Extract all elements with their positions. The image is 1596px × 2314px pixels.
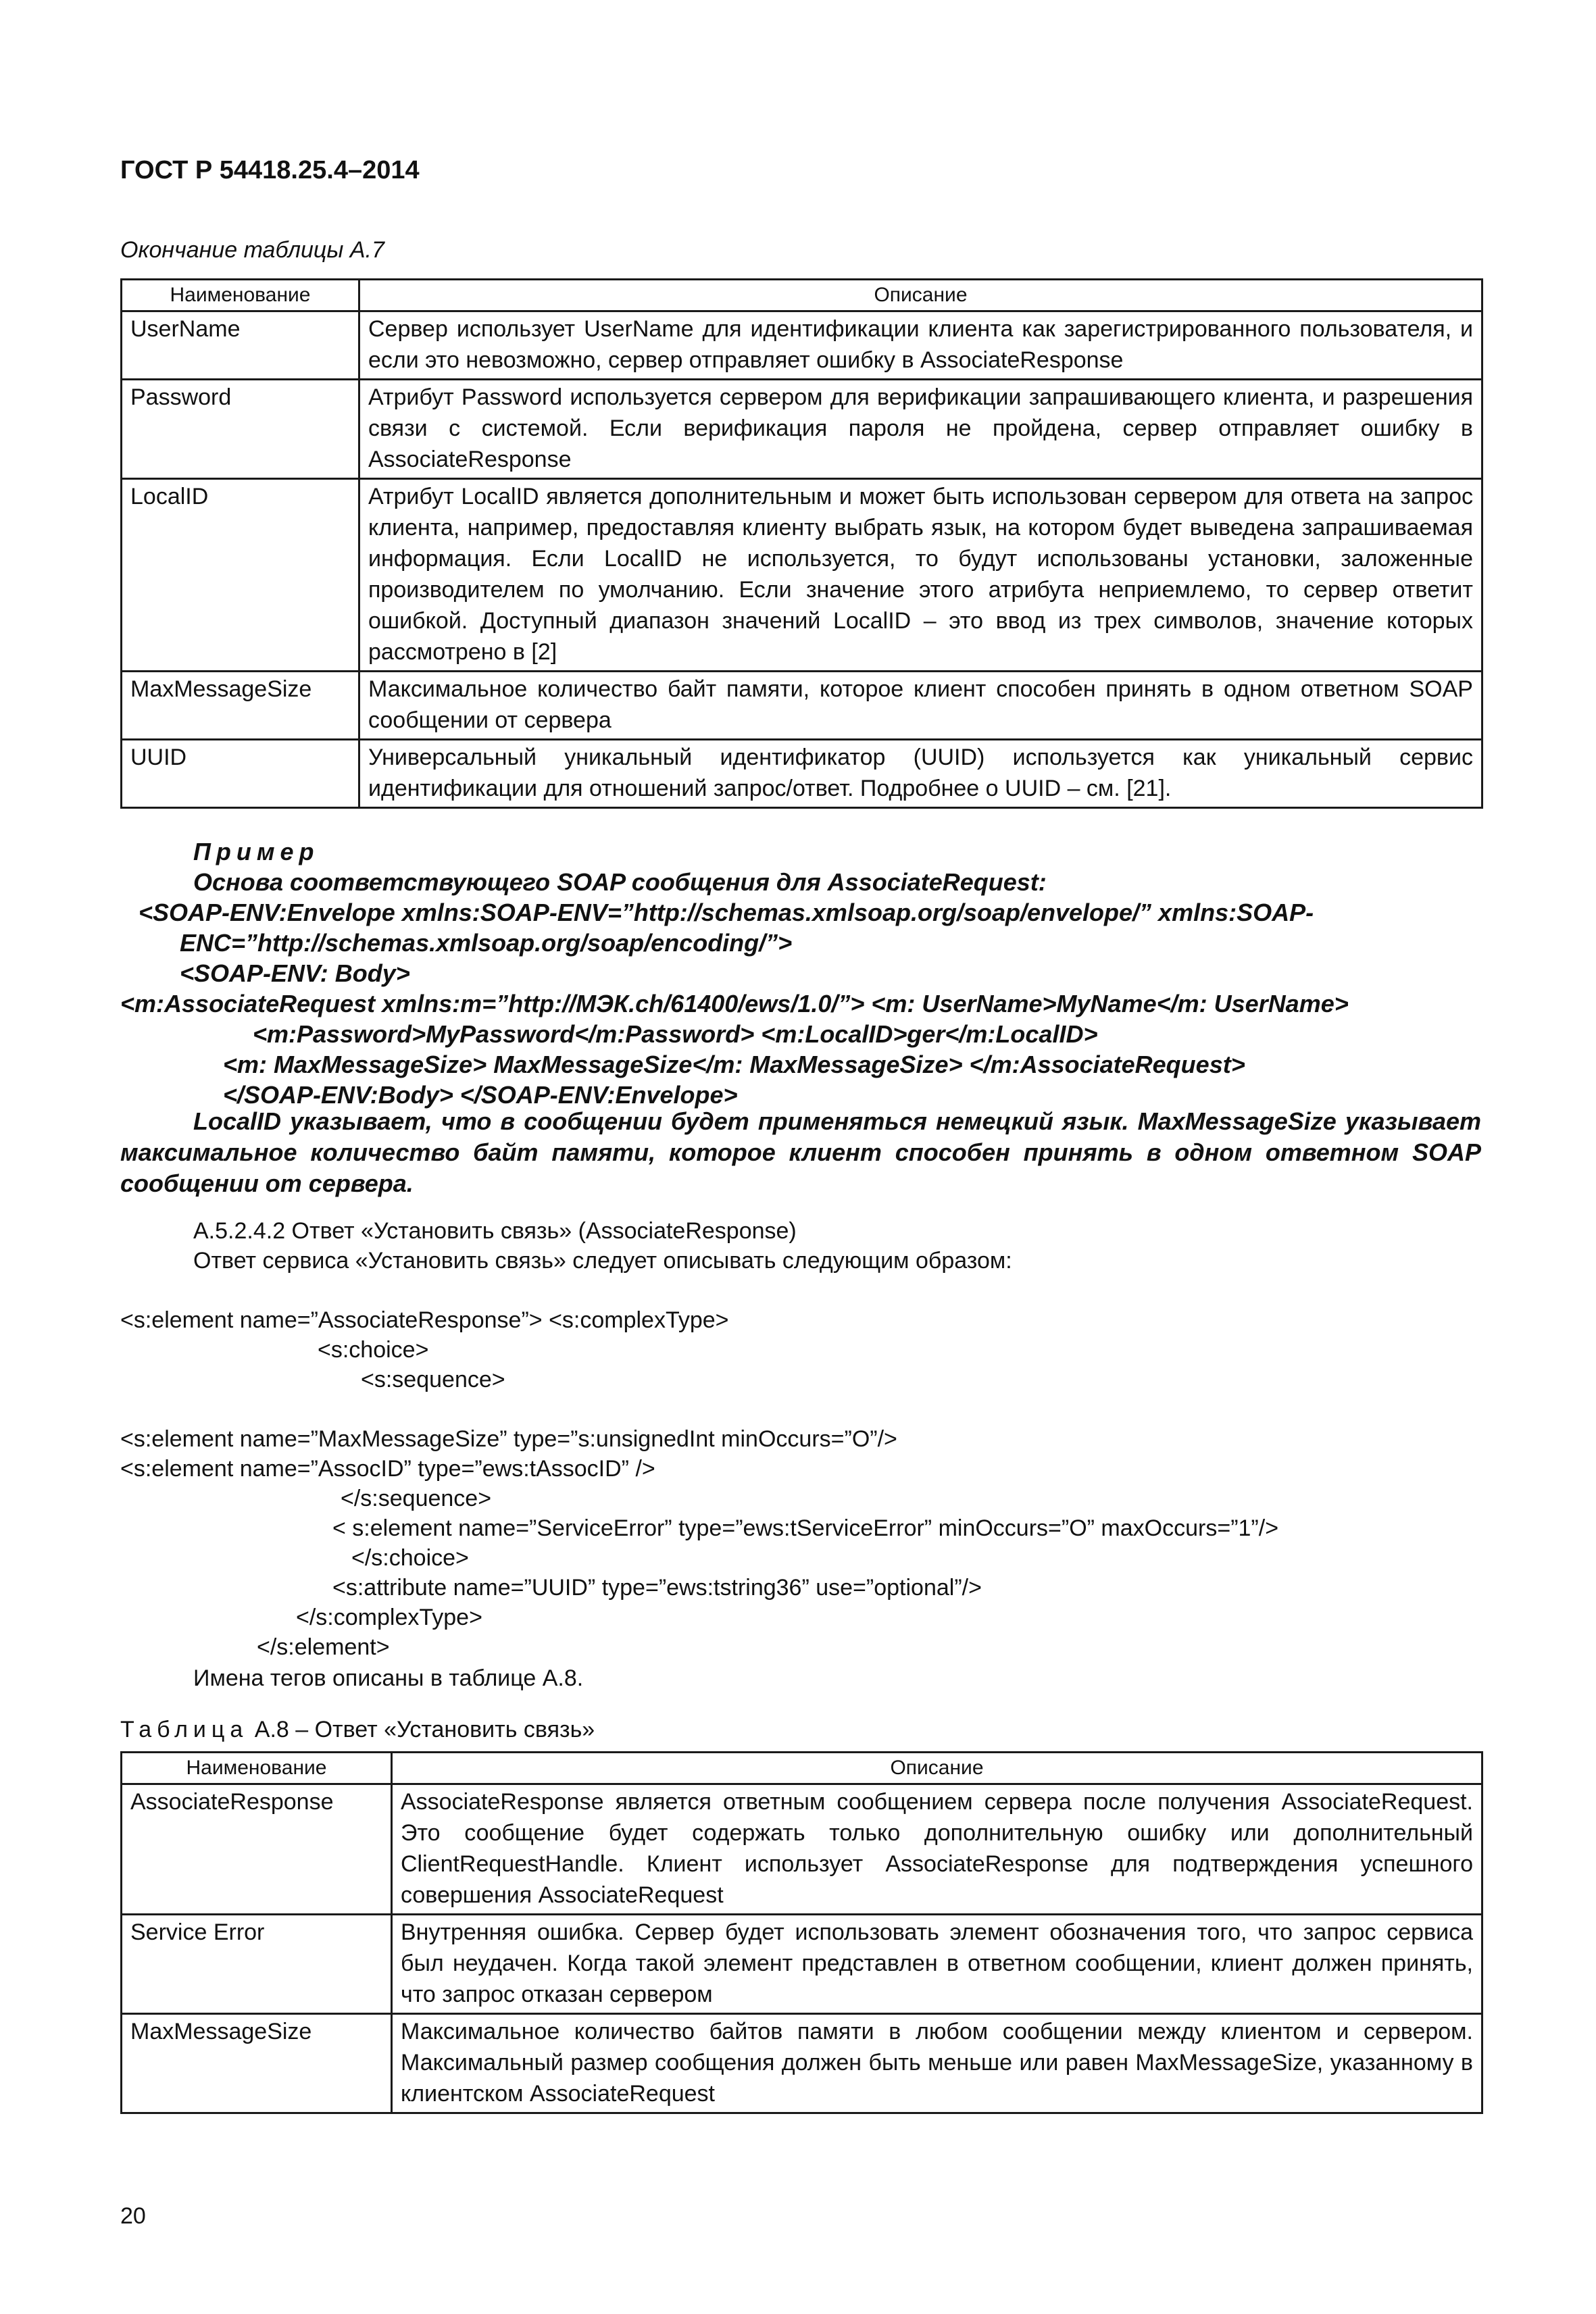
code-line: <s:element name=”AssociateResponse”> <s:complexType>: [120, 1307, 729, 1333]
table-a7: [120, 278, 1483, 809]
table-a8-caption-text: А.8 – Ответ «Установить связь»: [254, 1717, 595, 1742]
table-row: [122, 1784, 1482, 1915]
column-header-description: Описание: [392, 1753, 1482, 1784]
example-line: ENC=”http://schemas.xmlsoap.org/soap/encoding/”>: [180, 929, 793, 957]
row-name: AssociateResponse: [122, 1784, 392, 1915]
section-intro: Ответ сервиса «Установить связь» следует описывать следующим образом:: [193, 1248, 1012, 1274]
table-a7-header-row: [122, 280, 1482, 311]
table-a7-caption: Окончание таблицы А.7: [120, 237, 384, 263]
table-row: [122, 479, 1482, 672]
table-a8-caption-label: Таблица: [120, 1717, 249, 1742]
code-line: </s:choice>: [351, 1545, 469, 1571]
example-line: <m:Password>MyPassword</m:Password> <m:LocalID>ger</m:LocalID>: [253, 1020, 1098, 1048]
code-line: <s:choice>: [318, 1337, 429, 1363]
section-heading: А.5.2.4.2 Ответ «Установить связь» (AssociateResponse): [193, 1218, 797, 1244]
code-line: <s:sequence>: [361, 1367, 505, 1392]
code-line: < s:element name=”ServiceError” type=”ews:tServiceError” minOccurs=”O” maxOccurs=”1”/>: [332, 1515, 1279, 1541]
column-header-name: Наименование: [122, 280, 359, 311]
row-description: Максимальное количество байтов памяти в любом сообщении между клиентом и сервером. Максимальный размер сообщения должен быть меньше или равен MaxMessageSize, указанному в клиентском AssociateRequest: [392, 2014, 1482, 2113]
row-name: MaxMessageSize: [122, 672, 359, 740]
page-number: 20: [120, 2203, 146, 2229]
row-name: LocalID: [122, 479, 359, 672]
table-a8: [120, 1751, 1483, 2114]
document-title: ГОСТ Р 54418.25.4–2014: [120, 156, 420, 184]
row-name: MaxMessageSize: [122, 2014, 392, 2113]
table-row: [122, 380, 1482, 479]
table-row: [122, 311, 1482, 380]
example-line: <SOAP-ENV:Envelope xmlns:SOAP-ENV=”http://schemas.xmlsoap.org/soap/envelope/” xmlns:SOAP-: [139, 899, 1314, 926]
row-description: Внутренняя ошибка. Сервер будет использовать элемент обозначения того, что запрос сервиса был неудачен. Когда такой элемент представлен в ответном сообщении, клиент должен принять, что запрос отказан сервером: [392, 1915, 1482, 2014]
tag-note: Имена тегов описаны в таблице А.8.: [193, 1665, 584, 1691]
row-description: Атрибут Password используется сервером для верификации запрашивающего клиента, и разрешения связи с системой. Если верификация пароля не пройдена, сервер отправляет ошибку в AssociateResponse: [359, 380, 1482, 479]
table-row: [122, 672, 1482, 740]
example-note: LocalID указывает, что в сообщении будет применяться немецкий язык. MaxMessageSize указывает максимальное количество байт памяти, которое клиент способен принять в одном ответном SOAP сообщении от сервера.: [120, 1107, 1481, 1197]
row-description: Универсальный уникальный идентификатор (UUID) используется как уникальный сервис идентификации для отношений запрос/ответ. Подробнее о UUID – см. [21].: [359, 740, 1482, 808]
code-line: <s:element name=”AssocID” type=”ews:tAssocID” />: [120, 1456, 655, 1482]
row-description: AssociateResponse является ответным сообщением сервера после получения AssociateRequest. Это сообщение будет содержать только дополнительную ошибку или дополнительный ClientRequestHandle. Клиент использует AssociateResponse для подтверждения успешного совершения AssociateRequest: [392, 1784, 1482, 1915]
column-header-name: Наименование: [122, 1753, 392, 1784]
code-line: <s:attribute name=”UUID” type=”ews:tstring36” use=”optional”/>: [332, 1575, 982, 1601]
table-row: [122, 2014, 1482, 2113]
table-a8-caption: [120, 1715, 595, 1744]
code-line: </s:element>: [257, 1634, 390, 1660]
column-header-description: Описание: [359, 280, 1482, 311]
example-line: Основа соответствующего SOAP сообщения для AssociateRequest:: [193, 868, 1047, 896]
row-name: Service Error: [122, 1915, 392, 2014]
row-name: Password: [122, 380, 359, 479]
example-label: Пример: [193, 838, 320, 865]
row-description: Сервер использует UserName для идентификации клиента как зарегистрированного пользователя, и если это невозможно, сервер отправляет ошибку в AssociateResponse: [359, 311, 1482, 380]
code-line: <s:element name=”MaxMessageSize” type=”s:unsignedInt minOccurs=”O”/>: [120, 1426, 897, 1452]
example-line: </SOAP-ENV:Body> </SOAP-ENV:Envelope>: [223, 1081, 738, 1109]
row-description: Максимальное количество байт памяти, которое клиент способен принять в одном ответном SOAP сообщении от сервера: [359, 672, 1482, 740]
example-line: <m: MaxMessageSize> MaxMessageSize</m: MaxMessageSize> </m:AssociateRequest>: [223, 1051, 1245, 1078]
table-row: [122, 740, 1482, 808]
row-name: UUID: [122, 740, 359, 808]
example-line: <SOAP-ENV: Body>: [180, 959, 410, 987]
row-name: UserName: [122, 311, 359, 380]
example-line: <m:AssociateRequest xmlns:m=”http://МЭК.ch/61400/ews/1.0/”> <m: UserName>MyName</m: UserName>: [120, 990, 1349, 1017]
row-description: Атрибут LocalID является дополнительным и может быть использован сервером для ответа на запрос клиента, например, предоставляя клиенту выбрать язык, на котором будет выведена запрашиваемая информация. Если LocalID не используется, то будут использованы установки, заложенные производителем по умолчанию. Если значение этого атрибута неприемлемо, то сервер ответит ошибкой. Доступный диапазон значений LocalID – это ввод из трех символов, значение которых рассмотрено в [2]: [359, 479, 1482, 672]
code-line: </s:complexType>: [296, 1605, 482, 1630]
table-row: [122, 1915, 1482, 2014]
table-a8-header-row: [122, 1753, 1482, 1784]
code-line: </s:sequence>: [341, 1486, 492, 1511]
